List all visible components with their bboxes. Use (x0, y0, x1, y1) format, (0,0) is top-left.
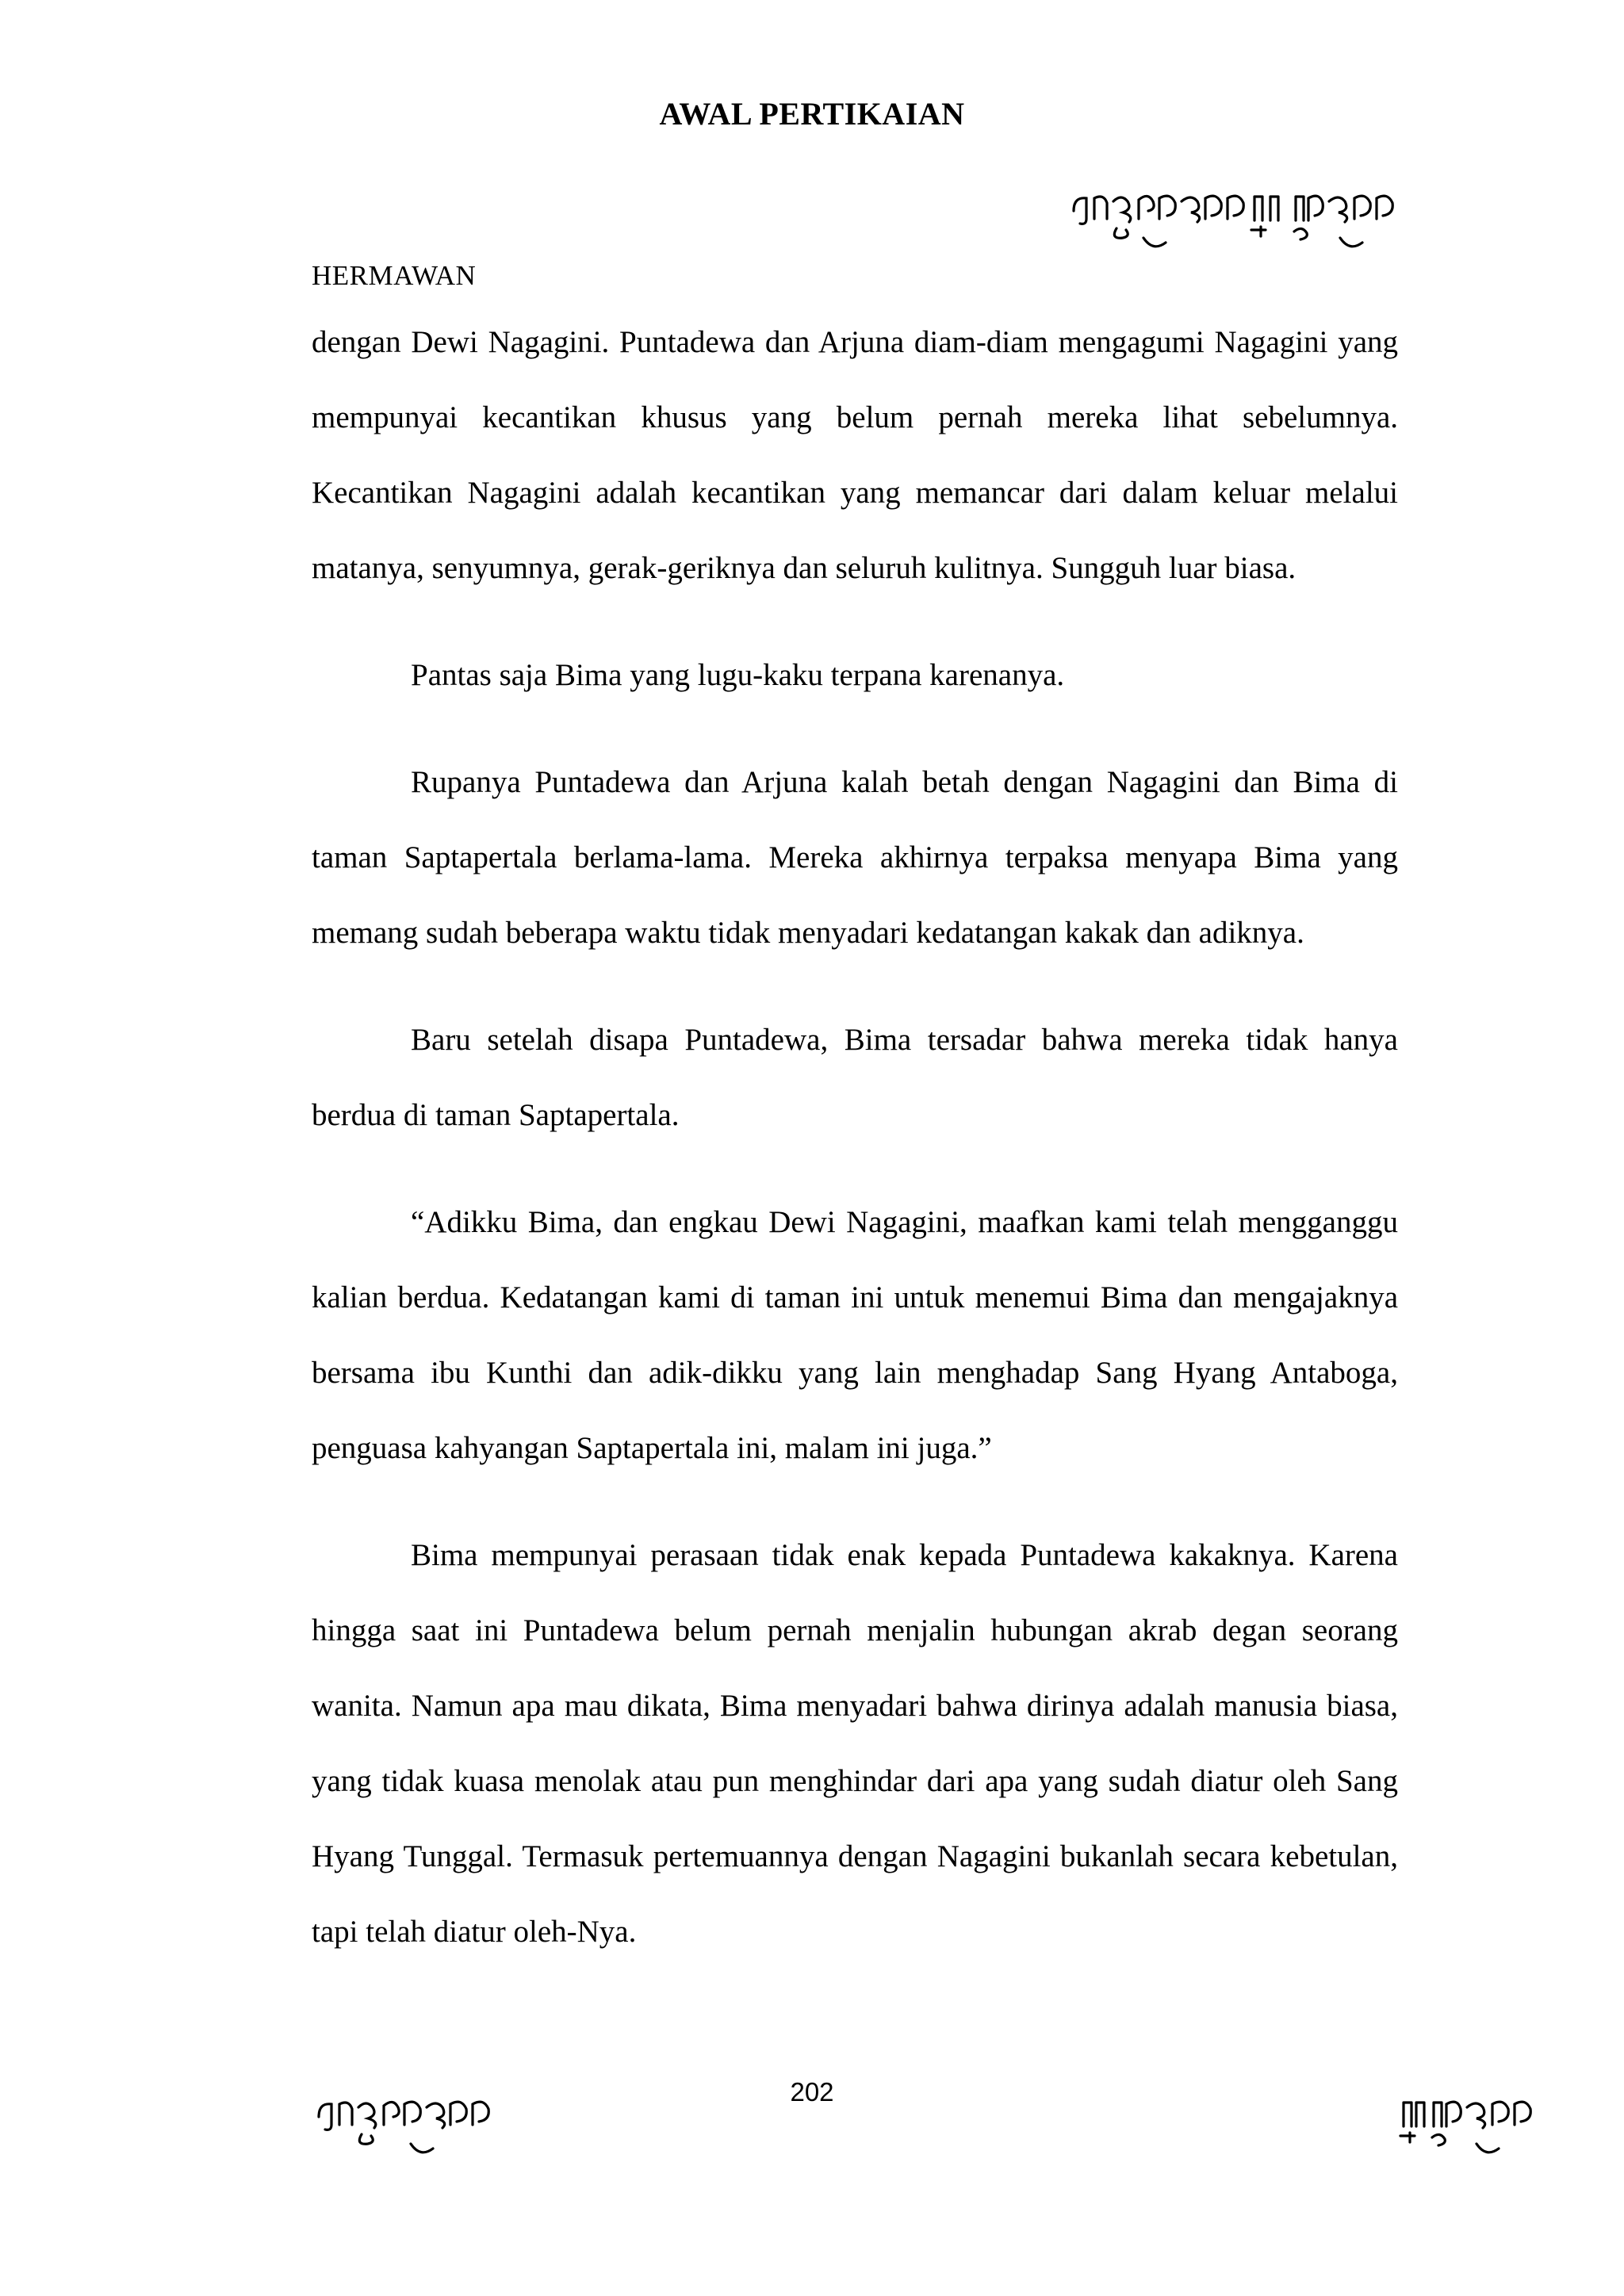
paragraph-6: Bima mempunyai perasaan tidak enak kepada Puntadewa kakaknya. Karena hingga saat ini Puntadewa belum pernah menjalin hubungan akrab degan seorang wanita. Namun apa mau dikata, Bima menyadari bahwa dirinya adalah manusia biasa, yang tidak kuasa menolak atau pun menghindar dari apa yang sudah diatur oleh Sang Hyang Tunggal. Termasuk pertemuannya dengan Nagagini bukanlah secara kebetulan, tapi telah diatur oleh-Nya. (312, 1538, 1398, 1949)
author-name: HERMAWAN (312, 260, 477, 291)
body-text (312, 304, 1398, 2001)
paragraph-2: Pantas saja Bima yang lugu-kaku terpana karenanya. (411, 658, 1065, 692)
javanese-script-footer-left-icon (316, 2093, 498, 2164)
paragraph-3: Rupanya Puntadewa dan Arjuna kalah betah dengan Nagagini dan Bima di taman Saptapertala berlama-lama. Mereka akhirnya terpaksa menyapa Bima yang memang sudah beberapa waktu tidak menyadari kedatangan kakak dan adiknya. (312, 765, 1398, 950)
paragraph-1: dengan Dewi Nagagini. Puntadewa dan Arjuna diam-diam mengagumi Nagagini yang mempunyai kecantikan khusus yang belum pernah mereka lihat sebelumnya. Kecantikan Nagagini adalah kecantikan yang memancar dari dalam keluar melalui matanya, senyumnya, gerak-geriknya dan seluruh kulitnya. Sungguh luar biasa. (312, 325, 1398, 585)
javanese-script-footer-right-icon (1397, 2093, 1556, 2164)
page-number: 202 (790, 2077, 834, 2107)
paragraph-5: “Adikku Bima, dan engkau Dewi Nagagini, maafkan kami telah mengganggu kalian berdua. Kedatangan kami di taman ini untuk menemui Bima dan mengajaknya bersama ibu Kunthi dan adik-dikku yang lain menghadap Sang Hyang Antaboga, penguasa kahyangan Saptapertala ini, malam ini juga.” (312, 1205, 1398, 1465)
javanese-script-header-icon (1071, 187, 1404, 258)
paragraph-4: Baru setelah disapa Puntadewa, Bima tersadar bahwa mereka tidak hanya berdua di taman Saptapertala. (312, 1023, 1398, 1132)
page-title: AWAL PERTIKAIAN (659, 96, 965, 132)
